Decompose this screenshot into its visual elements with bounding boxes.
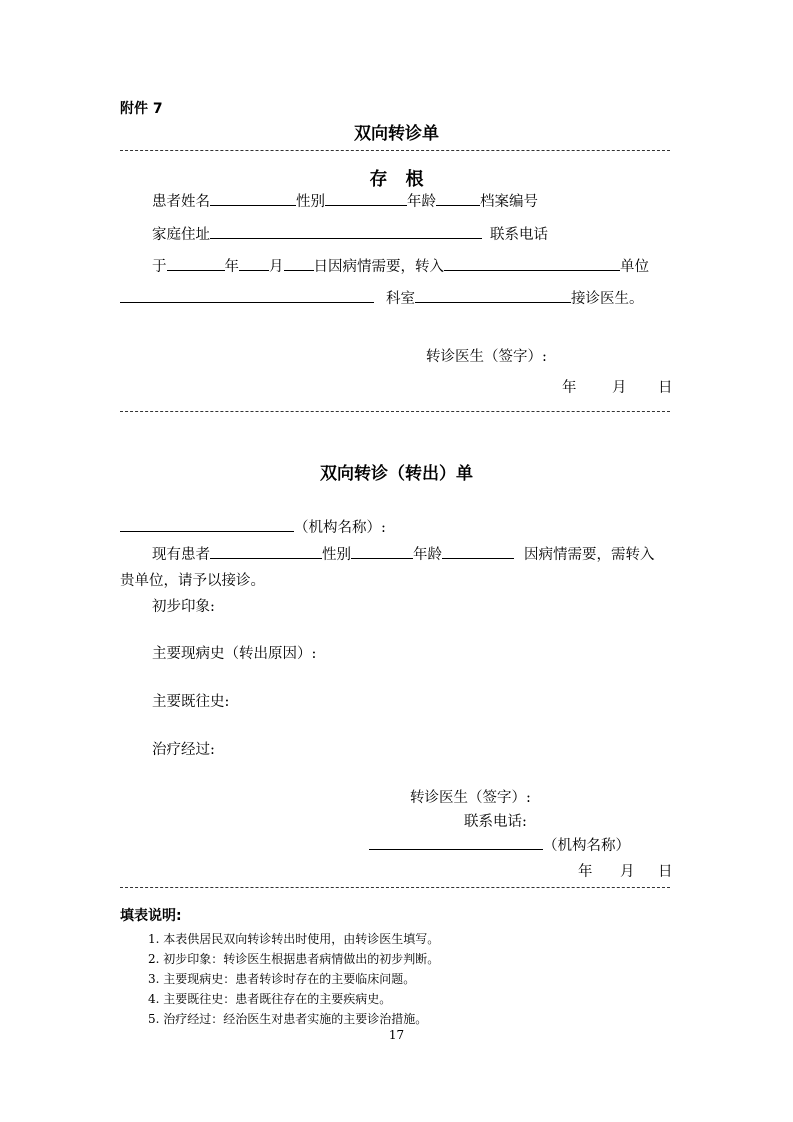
contact-phone-label: 联系电话: xyxy=(464,814,527,830)
year-label: 年 xyxy=(224,259,239,275)
receiving-doctor-label: 接诊医生。 xyxy=(571,291,644,307)
notes-heading: 填表说明: xyxy=(120,908,182,924)
present-illness-label: 主要现病史（转出原因）: xyxy=(152,646,317,662)
transfer-date-year: 年 xyxy=(578,864,593,880)
file-no-label: 档案编号 xyxy=(480,194,538,210)
phone-label: 联系电话 xyxy=(490,227,548,243)
stub-date-year: 年 xyxy=(562,380,577,396)
month-field[interactable] xyxy=(239,256,269,271)
transfer-date-day: 日 xyxy=(658,864,673,880)
page-title: 双向转诊单 xyxy=(354,124,439,144)
current-patient-field[interactable] xyxy=(210,544,322,559)
past-history-label: 主要既往史: xyxy=(152,694,230,710)
age-field[interactable] xyxy=(436,191,480,206)
dept-field[interactable] xyxy=(415,288,571,303)
year-field[interactable] xyxy=(167,256,225,271)
notes-item: 1. 本表供居民双向转诊转出时使用，由转诊医生填写。 xyxy=(148,932,440,946)
institution-row xyxy=(369,834,630,855)
stub-row-1 xyxy=(152,190,538,211)
transfer-signature: 转诊医生（签字）: xyxy=(410,790,531,806)
stub-signature: 转诊医生（签字）: xyxy=(426,349,547,365)
stub-date-month: 月 xyxy=(612,380,627,396)
cut-line-bottom xyxy=(120,887,670,888)
transfer-age-label: 年龄 xyxy=(413,547,442,563)
date-prefix: 于 xyxy=(152,259,167,275)
addressee-suffix: （机构名称）: xyxy=(294,520,386,536)
gender-field[interactable] xyxy=(325,191,407,206)
cut-line-middle xyxy=(120,411,670,412)
cut-line-top xyxy=(120,150,670,151)
sending-institution-field[interactable] xyxy=(369,835,543,850)
current-patient-label: 现有患者 xyxy=(152,547,210,563)
notes-item: 3. 主要现病史：患者转诊时存在的主要临床问题。 xyxy=(148,972,416,986)
attachment-label: 附件 7 xyxy=(120,101,163,117)
patient-name-field[interactable] xyxy=(210,191,296,206)
transfer-date-month: 月 xyxy=(620,864,635,880)
transfer-line-1 xyxy=(152,543,655,564)
stub-row-3 xyxy=(152,255,649,276)
page-number: 17 xyxy=(388,1028,405,1042)
department-unit-field[interactable] xyxy=(120,288,374,303)
notes-item: 4. 主要既往史：患者既往存在的主要疾病史。 xyxy=(148,992,392,1006)
notes-item: 5. 治疗经过：经治医生对患者实施的主要诊治措施。 xyxy=(148,1012,428,1026)
patient-name-label: 患者姓名 xyxy=(152,194,210,210)
stub-row-4 xyxy=(120,287,644,308)
notes-item: 2. 初步印象：转诊医生根据患者病情做出的初步判断。 xyxy=(148,952,440,966)
stub-date-day: 日 xyxy=(658,380,673,396)
dept-label: 科室 xyxy=(386,291,415,307)
addressee-row xyxy=(120,516,386,537)
month-label: 月 xyxy=(269,259,284,275)
transfer-age-field[interactable] xyxy=(442,544,514,559)
address-field[interactable] xyxy=(210,224,482,239)
transfer-gender-label: 性别 xyxy=(322,547,351,563)
day-field[interactable] xyxy=(284,256,314,271)
stub-heading: 存 根 xyxy=(369,169,424,190)
gender-label: 性别 xyxy=(296,194,325,210)
stub-row-2 xyxy=(152,223,548,244)
transfer-gender-field[interactable] xyxy=(351,544,413,559)
transfer-line-2: 贵单位，请予以接诊。 xyxy=(120,573,265,589)
age-label: 年龄 xyxy=(407,194,436,210)
initial-impression-label: 初步印象: xyxy=(152,599,215,615)
treatment-label: 治疗经过: xyxy=(152,742,215,758)
day-reason-label: 日因病情需要，转入 xyxy=(313,259,444,275)
unit-field[interactable] xyxy=(444,256,620,271)
institution-label: （机构名称） xyxy=(543,838,630,854)
address-label: 家庭住址 xyxy=(152,227,210,243)
transfer-reason-label: 因病情需要，需转入 xyxy=(524,547,655,563)
transfer-out-title: 双向转诊（转出）单 xyxy=(320,464,473,484)
unit-label: 单位 xyxy=(620,259,649,275)
institution-name-field[interactable] xyxy=(120,517,294,532)
